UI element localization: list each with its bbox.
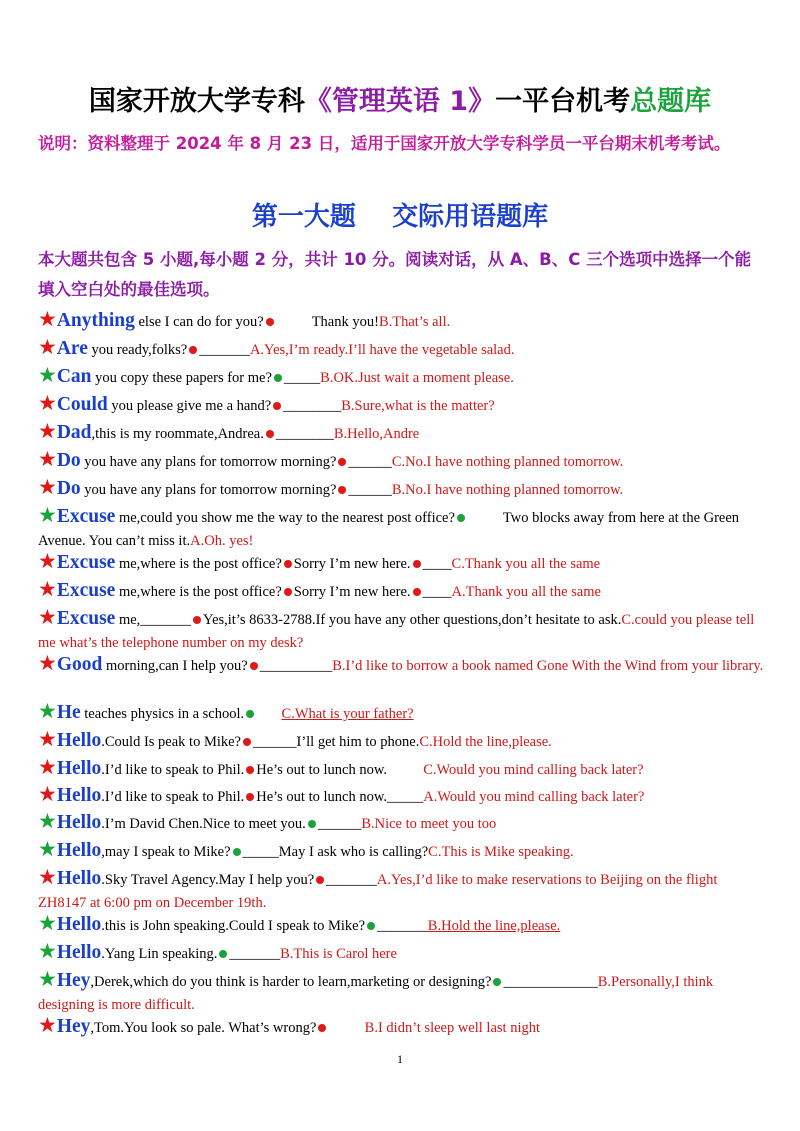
bullet-dot-icon bbox=[316, 876, 324, 884]
question-item bbox=[38, 392, 764, 418]
answer-blank: ______ bbox=[348, 482, 392, 498]
star-icon: ★ bbox=[38, 755, 57, 779]
star-icon: ★ bbox=[38, 1013, 57, 1037]
bullet-dot-icon bbox=[246, 766, 254, 774]
bullet-dot-icon bbox=[318, 1024, 326, 1032]
star-icon: ★ bbox=[38, 782, 57, 806]
answer-blank bbox=[256, 706, 281, 722]
answer-blank: ____ bbox=[422, 584, 452, 600]
answer-blank: ______ bbox=[348, 454, 392, 470]
question-keyword: Anything bbox=[56, 310, 135, 331]
question-keyword: Hello bbox=[56, 868, 102, 889]
question-item bbox=[38, 810, 764, 836]
question-keyword: Hello bbox=[56, 840, 102, 861]
star-icon: ★ bbox=[38, 651, 57, 675]
bullet-dot-icon bbox=[284, 588, 292, 596]
star-icon: ★ bbox=[38, 363, 57, 387]
question-item bbox=[38, 578, 764, 604]
question-keyword: Could bbox=[56, 394, 108, 415]
answer-blank: __________ bbox=[259, 658, 333, 674]
question-keyword: Are bbox=[56, 338, 88, 359]
answer-text: B.No.I have nothing planned tomorrow. bbox=[391, 482, 624, 498]
question-item bbox=[38, 1014, 764, 1040]
answer-blank: ________ bbox=[275, 426, 334, 442]
answer-text: B.That’s all. bbox=[378, 314, 451, 330]
star-icon: ★ bbox=[38, 939, 57, 963]
answer-text: B.Hello,Andre bbox=[333, 426, 420, 442]
answer-blank: _______ bbox=[377, 918, 428, 934]
question-item bbox=[38, 940, 764, 966]
bullet-dot-icon bbox=[189, 346, 197, 354]
answer-text: C.This is Mike speaking. bbox=[428, 844, 574, 860]
star-icon: ★ bbox=[38, 549, 57, 573]
bullet-dot-icon bbox=[367, 922, 375, 930]
star-icon: ★ bbox=[38, 967, 57, 991]
answer-text: C.Hold the line,please. bbox=[419, 734, 552, 750]
answer-text: A.Thank you all the same bbox=[451, 584, 601, 600]
question-text: you have any plans for tomorrow morning? bbox=[80, 454, 337, 470]
answer-text: B.I didn’t sleep well last night bbox=[364, 1020, 540, 1036]
question-item bbox=[38, 700, 764, 726]
star-icon: ★ bbox=[38, 699, 57, 723]
title-part-2: 《管理英语 1》 bbox=[304, 86, 496, 117]
question-item bbox=[38, 364, 764, 390]
title-part-1: 国家开放大学专科 bbox=[88, 86, 305, 117]
bullet-dot-icon bbox=[246, 710, 254, 718]
star-icon: ★ bbox=[38, 911, 57, 935]
question-text: .I’d like to speak to Phil. bbox=[101, 789, 245, 805]
question-text: .I’d like to speak to Phil. bbox=[101, 762, 245, 778]
answer-blank: _____ bbox=[283, 370, 321, 386]
bullet-dot-icon bbox=[250, 662, 258, 670]
question-text: you copy these papers for me? bbox=[91, 370, 272, 386]
question-text: else I can do for you? bbox=[134, 314, 264, 330]
answer-text: A.Yes,I’m ready.I’ll have the vegetable salad. bbox=[249, 342, 515, 358]
star-icon: ★ bbox=[38, 865, 57, 889]
answer-text: C.What is your father? bbox=[281, 706, 414, 722]
question-keyword: Excuse bbox=[56, 608, 116, 629]
question-keyword: Hello bbox=[56, 730, 102, 751]
question-text: you ready,folks? bbox=[87, 342, 188, 358]
bullet-dot-icon bbox=[413, 560, 421, 568]
answer-text: B.Nice to meet you too bbox=[361, 816, 497, 832]
star-icon: ★ bbox=[38, 727, 57, 751]
question-item bbox=[38, 550, 764, 576]
question-keyword: Hey bbox=[56, 970, 91, 991]
response-text: Sorry I’m new here. bbox=[293, 556, 411, 572]
question-text: .I’m David Chen.Nice to meet you. bbox=[101, 816, 306, 832]
answer-text: B.OK.Just wait a moment please. bbox=[320, 370, 514, 386]
answer-blank: ______ bbox=[317, 816, 362, 832]
question-keyword: Excuse bbox=[56, 580, 116, 601]
question-keyword: Do bbox=[56, 478, 81, 499]
star-icon: ★ bbox=[38, 447, 57, 471]
question-text: .Yang Lin speaking. bbox=[101, 946, 218, 962]
answer-text: B.I’d like to borrow a book named Gone With the Wind from your library. bbox=[332, 658, 764, 674]
question-keyword: Dad bbox=[56, 422, 92, 443]
question-text: ,this is my roommate,Andrea. bbox=[91, 426, 264, 442]
bullet-dot-icon bbox=[274, 374, 282, 382]
answer-blank bbox=[276, 314, 312, 330]
question-text: .this is John speaking.Could I speak to Mike? bbox=[101, 918, 366, 934]
answer-blank: _______ bbox=[199, 342, 250, 358]
star-icon: ★ bbox=[38, 809, 57, 833]
star-icon: ★ bbox=[38, 391, 57, 415]
question-keyword: Hello bbox=[56, 942, 102, 963]
question-item bbox=[38, 728, 764, 754]
question-keyword: Do bbox=[56, 450, 81, 471]
answer-blank: _____ bbox=[242, 844, 279, 860]
answer-blank: _____________ bbox=[503, 974, 598, 990]
question-item bbox=[38, 476, 764, 502]
question-text: teaches physics in a school. bbox=[80, 706, 245, 722]
star-icon: ★ bbox=[38, 307, 57, 331]
document-title bbox=[0, 82, 800, 122]
bullet-dot-icon bbox=[193, 616, 201, 624]
question-keyword: He bbox=[56, 702, 81, 723]
question-keyword: Excuse bbox=[56, 506, 116, 527]
response-text: Yes,it’s 8633-2788.If you have any other questions,don’t hesitate to ask. bbox=[203, 612, 622, 628]
response-text: Thank you! bbox=[311, 314, 379, 330]
star-icon: ★ bbox=[38, 605, 57, 629]
question-text: morning,can I help you? bbox=[102, 658, 248, 674]
answer-blank: _______ bbox=[229, 946, 281, 962]
question-item bbox=[38, 968, 764, 1017]
answer-text: C.No.I have nothing planned tomorrow. bbox=[391, 454, 624, 470]
answer-text: B.Sure,what is the matter? bbox=[341, 398, 495, 414]
question-item bbox=[38, 866, 764, 915]
star-icon: ★ bbox=[38, 475, 57, 499]
bullet-dot-icon bbox=[338, 458, 346, 466]
question-item bbox=[38, 783, 764, 809]
answer-text: B.This is Carol here bbox=[280, 946, 397, 962]
question-item bbox=[38, 448, 764, 474]
section-title: 第一大题 交际用语题库 bbox=[251, 202, 549, 232]
question-text: you please give me a hand? bbox=[107, 398, 272, 414]
question-keyword: Hello bbox=[56, 758, 102, 779]
title-part-4: 总题库 bbox=[630, 86, 712, 117]
response-text: Sorry I’m new here. bbox=[293, 584, 411, 600]
question-keyword: Hey bbox=[56, 1016, 91, 1037]
question-item bbox=[38, 308, 764, 334]
question-text: me,could you show me the way to the nearest post office? bbox=[115, 510, 455, 526]
answer-text: A.Oh. yes! bbox=[190, 533, 254, 549]
question-item bbox=[38, 652, 764, 678]
answer-blank: ________ bbox=[283, 398, 342, 414]
question-item bbox=[38, 838, 764, 864]
page-number: 1 bbox=[397, 1052, 403, 1066]
bullet-dot-icon bbox=[284, 560, 292, 568]
answer-blank: ______ bbox=[253, 734, 297, 750]
response-text: May I ask who is calling? bbox=[278, 844, 429, 860]
bullet-dot-icon bbox=[219, 950, 227, 958]
bullet-dot-icon bbox=[493, 978, 501, 986]
bullet-dot-icon bbox=[338, 486, 346, 494]
star-icon: ★ bbox=[38, 419, 57, 443]
question-text: .Sky Travel Agency.May I help you? bbox=[101, 872, 315, 888]
question-item bbox=[38, 912, 764, 938]
question-item bbox=[38, 336, 764, 362]
answer-text: B.Hold the line,please. bbox=[427, 918, 561, 934]
bullet-dot-icon bbox=[457, 514, 465, 522]
bullet-dot-icon bbox=[413, 588, 421, 596]
response-text: Two blocks away from here at the Green Avenue. You can’t miss it. bbox=[38, 510, 742, 549]
bullet-dot-icon bbox=[273, 402, 281, 410]
star-icon: ★ bbox=[38, 577, 57, 601]
question-keyword: Hello bbox=[56, 785, 102, 806]
star-icon: ★ bbox=[38, 503, 57, 527]
question-item bbox=[38, 504, 764, 553]
intro-text: 本大题共包含 5 小题,每小题 2 分，共计 10 分。阅读对话，从 A、B、C 三个选项中选择一个能填入空白处的最佳选项。 bbox=[38, 250, 752, 299]
question-item bbox=[38, 420, 764, 446]
question-text: me,where is the post office? bbox=[115, 556, 282, 572]
question-text: me,where is the post office? bbox=[115, 584, 282, 600]
response-text: He’s out to lunch now. bbox=[256, 762, 424, 778]
question-text: ,Derek,which do you think is harder to learn,marketing or designing? bbox=[90, 974, 492, 990]
question-keyword: Good bbox=[56, 654, 103, 675]
question-item bbox=[38, 606, 764, 655]
star-icon: ★ bbox=[38, 335, 57, 359]
bullet-dot-icon bbox=[233, 848, 241, 856]
note-text: 说明：资料整理于 2024 年 8 月 23 日，适用于国家开放大学专科学员一平台期末机考考试。 bbox=[38, 134, 731, 153]
answer-text: A.Yes,I’d like to make reservations to Beijing on the flight ZH8147 at 6:00 pm on December 19th. bbox=[38, 872, 718, 911]
answer-text: B.Personally,I think designing is more difficult. bbox=[38, 974, 714, 1013]
question-item bbox=[38, 756, 764, 782]
bullet-dot-icon bbox=[308, 820, 316, 828]
question-text: you have any plans for tomorrow morning? bbox=[80, 482, 337, 498]
title-part-3: 一平台机考 bbox=[495, 86, 631, 117]
answer-text: A.Would you mind calling back later? bbox=[423, 789, 645, 805]
answer-text: C.could you please tell me what’s the telephone number on my desk? bbox=[38, 612, 755, 651]
star-icon: ★ bbox=[38, 837, 57, 861]
answer-text: C.Would you mind calling back later? bbox=[423, 762, 644, 778]
question-text: me,_______ bbox=[115, 612, 192, 628]
question-keyword: Hello bbox=[56, 914, 102, 935]
bullet-dot-icon bbox=[243, 738, 251, 746]
answer-blank bbox=[467, 510, 503, 526]
question-text: ,may I speak to Mike? bbox=[101, 844, 231, 860]
bullet-dot-icon bbox=[266, 318, 274, 326]
question-text: ,Tom.You look so pale. What’s wrong? bbox=[90, 1020, 317, 1036]
answer-blank bbox=[328, 1020, 364, 1036]
answer-blank: _______ bbox=[326, 872, 377, 888]
bullet-dot-icon bbox=[266, 430, 274, 438]
bullet-dot-icon bbox=[246, 793, 254, 801]
question-keyword: Can bbox=[56, 366, 92, 387]
answer-blank: ____ bbox=[422, 556, 452, 572]
question-keyword: Excuse bbox=[56, 552, 116, 573]
response-text: He’s out to lunch now._____ bbox=[256, 789, 424, 805]
question-text: .Could Is peak to Mike? bbox=[101, 734, 241, 750]
response-text: I’ll get him to phone. bbox=[296, 734, 420, 750]
question-keyword: Hello bbox=[56, 812, 102, 833]
answer-text: C.Thank you all the same bbox=[451, 556, 601, 572]
